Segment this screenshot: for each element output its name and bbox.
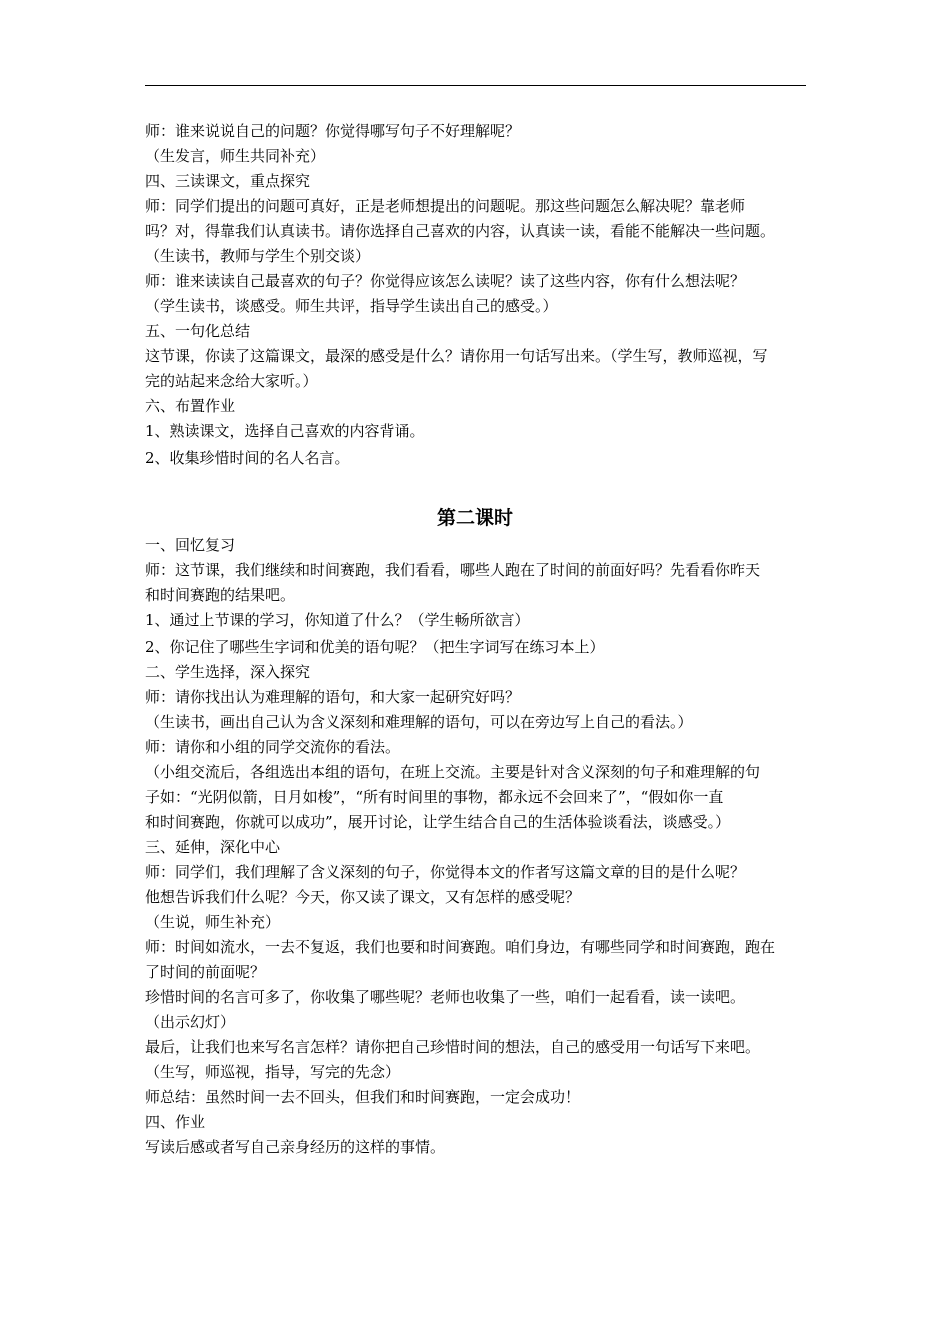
heading-line: 四、三读课文，重点探究 — [145, 172, 311, 190]
paragraph-line: 师：这节课，我们继续和时间赛跑，我们看看，哪些人跑在了时间的前面好吗？先看看你昨天 — [145, 561, 761, 579]
heading-line: 四、作业 — [145, 1113, 206, 1131]
paragraph-line: 子如：“光阴似箭，日月如梭”，“所有时间里的事物，都永远不会回来了”，“假如你一直 — [145, 788, 724, 806]
heading-line: 二、学生选择，深入探究 — [145, 663, 311, 681]
paragraph-line: 师：谁来说说自己的问题？你觉得哪写句子不好理解呢？ — [145, 122, 521, 140]
paragraph-line: （生读书，画出自己认为含义深刻和难理解的语句，可以在旁边写上自己的看法。） — [145, 713, 693, 731]
paragraph-line: 了时间的前面呢？ — [145, 963, 266, 981]
heading-line: 六、布置作业 — [145, 397, 236, 415]
paragraph-line: （生发言，师生共同补充） — [145, 147, 326, 165]
paragraph-line: 和时间赛跑的结果吧。 — [145, 586, 296, 604]
document-body — [145, 119, 815, 1160]
paragraph-line: （小组交流后，各组选出本组的语句，在班上交流。主要是针对含义深刻的句子和难理解的句 — [145, 763, 761, 781]
paragraph-line: （生写，师巡视，指导，写完的先念） — [145, 1063, 401, 1081]
paragraph-line: 和时间赛跑，你就可以成功”，展开讨论，让学生结合自己的生活体验谈看法，谈感受。） — [145, 813, 731, 831]
section-title: 第二课时 — [436, 507, 513, 529]
list-item: 1、熟读课文，选择自己喜欢的内容背诵。 — [145, 422, 425, 440]
heading-line: 五、一句化总结 — [145, 322, 251, 340]
list-item: 2、你记住了哪些生字词和优美的语句呢？（把生字词写在练习本上） — [145, 638, 605, 656]
paragraph-line: （学生读书，谈感受。师生共评，指导学生读出自己的感受。） — [145, 297, 558, 315]
heading-line: 一、回忆复习 — [145, 536, 236, 554]
paragraph-line: （生读书，教师与学生个别交谈） — [145, 247, 371, 265]
paragraph-line: （出示幻灯） — [145, 1013, 236, 1031]
paragraph-line: 珍惜时间的名言可多了，你收集了哪些呢？老师也收集了一些，咱们一起看看，读一读吧。 — [145, 988, 746, 1006]
paragraph-line: （生说，师生补充） — [145, 913, 281, 931]
paragraph-line: 师总结：虽然时间一去不回头，但我们和时间赛跑，一定会成功！ — [145, 1088, 581, 1106]
paragraph-line: 师：请你和小组的同学交流你的看法。 — [145, 738, 401, 756]
paragraph-line: 师：同学们，我们理解了含义深刻的句子，你觉得本文的作者写这篇文章的目的是什么呢？ — [145, 863, 746, 881]
header-rule — [145, 85, 806, 86]
paragraph-line: 师：谁来读读自己最喜欢的句子？你觉得应该怎么读呢？读了这些内容，你有什么想法呢？ — [145, 272, 746, 290]
paragraph-line: 师：同学们提出的问题可真好，正是老师想提出的问题呢。那这些问题怎么解决呢？靠老师 — [145, 197, 746, 215]
paragraph-line: 写读后感或者写自己亲身经历的这样的事情。 — [145, 1138, 446, 1156]
paragraph-line: 他想告诉我们什么呢？今天，你又读了课文，又有怎样的感受呢？ — [145, 888, 581, 906]
paragraph-line: 吗？对，得靠我们认真读书。请你选择自己喜欢的内容，认真读一读，看能不能解决一些问题。 — [145, 222, 776, 240]
paragraph-line: 完的站起来念给大家听。） — [145, 372, 318, 390]
heading-line: 三、延伸，深化中心 — [145, 838, 281, 856]
list-item: 1、通过上节课的学习，你知道了什么？（学生畅所欲言） — [145, 611, 530, 629]
paragraph-line: 最后，让我们也来写名言怎样？请你把自己珍惜时间的想法，自己的感受用一句话写下来吧。 — [145, 1038, 761, 1056]
list-item: 2、收集珍惜时间的名人名言。 — [145, 449, 350, 467]
paragraph-line: 师：时间如流水，一去不复返，我们也要和时间赛跑。咱们身边，有哪些同学和时间赛跑，跑在 — [145, 938, 776, 956]
paragraph-line: 师：请你找出认为难理解的语句，和大家一起研究好吗？ — [145, 688, 521, 706]
paragraph-line: 这节课，你读了这篇课文，最深的感受是什么？请你用一句话写出来。（学生写，教师巡视，写 — [145, 347, 768, 365]
